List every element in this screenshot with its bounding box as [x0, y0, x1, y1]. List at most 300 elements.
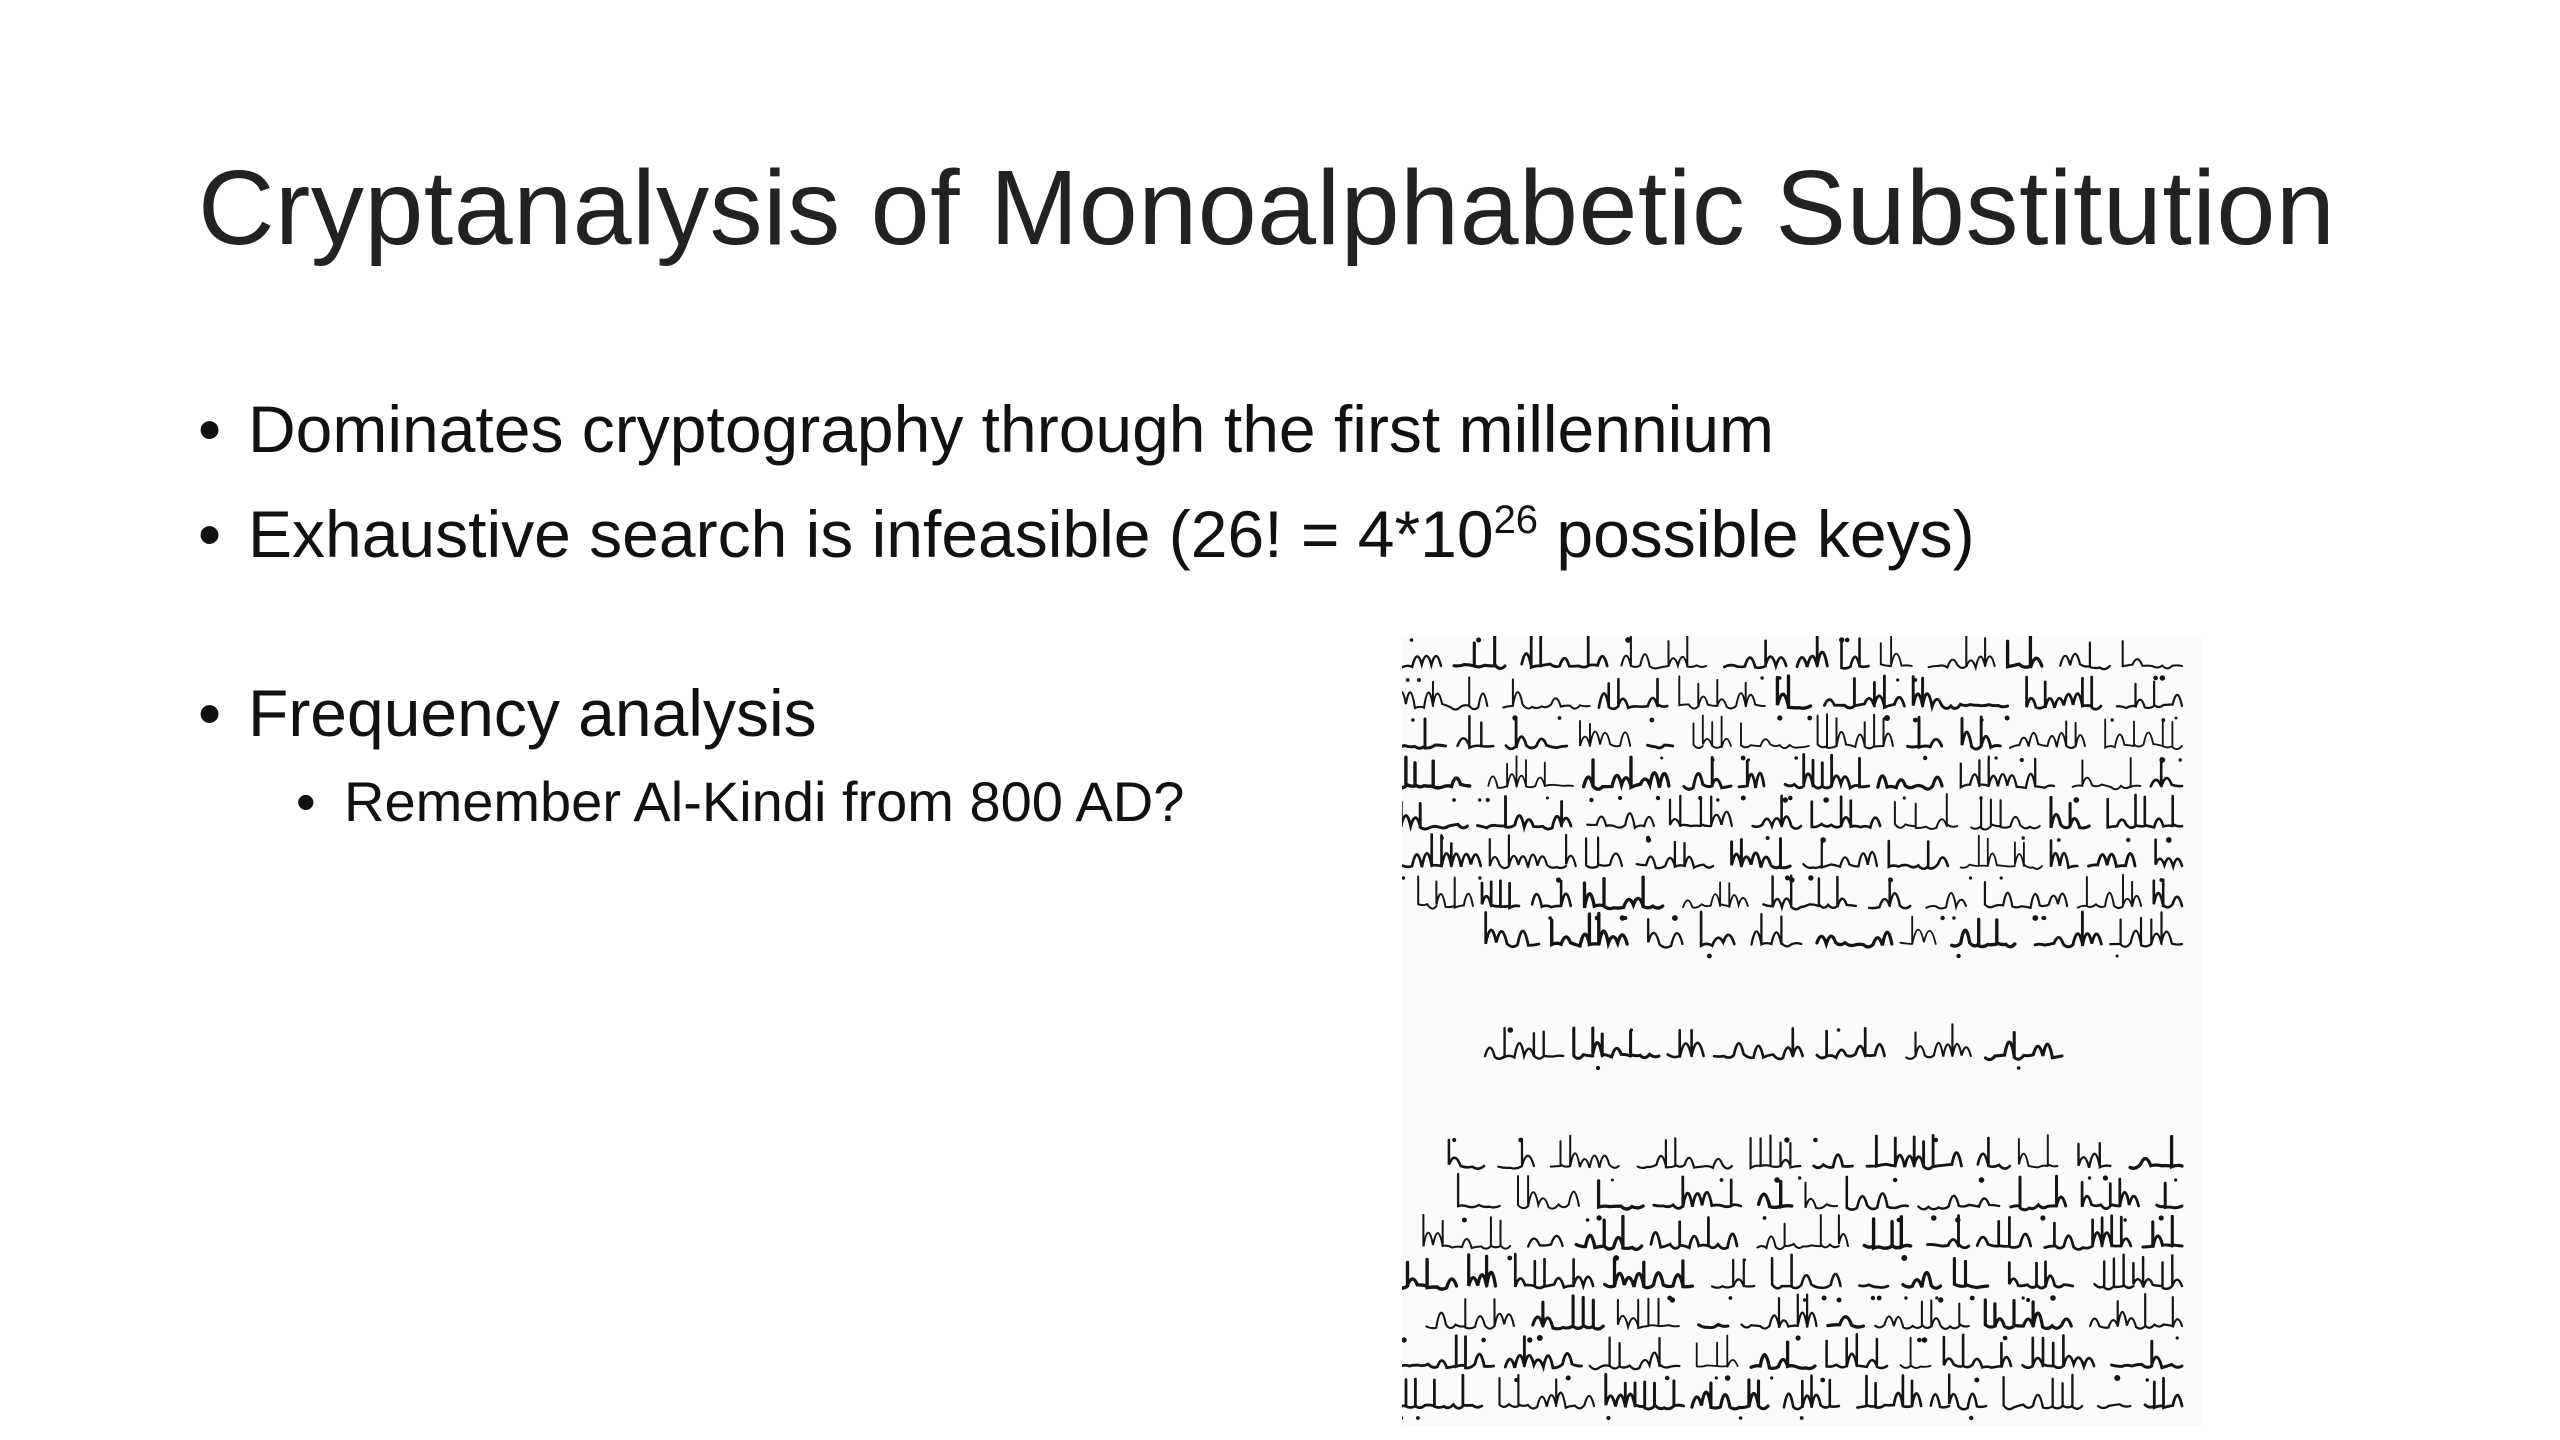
script-dot [1935, 1296, 1938, 1299]
script-dot [1729, 1296, 1733, 1300]
script-stroke [1426, 1299, 1514, 1329]
bullet-dot: • [198, 392, 222, 466]
script-stroke [1638, 1138, 1732, 1168]
script-dot [1595, 916, 1600, 921]
script-dot [1813, 1138, 1818, 1143]
script-dot [2114, 1375, 2120, 1381]
script-stroke [1785, 755, 1869, 789]
script-dot [2042, 916, 2046, 920]
script-dot [1923, 756, 1927, 760]
script-dot [1974, 1378, 1979, 1383]
script-dot [1743, 1258, 1746, 1261]
arabic-manuscript-image [1402, 636, 2202, 1426]
script-stroke [1900, 917, 1935, 945]
script-dot [1808, 875, 1813, 880]
script-stroke [2143, 1216, 2182, 1247]
script-stroke [1552, 914, 1627, 946]
script-stroke [1606, 1374, 1684, 1409]
script-stroke [2151, 759, 2182, 787]
script-dot [1618, 796, 1622, 800]
script-stroke [1812, 797, 1880, 828]
script-stroke [1962, 717, 2000, 749]
sub-bullet-text: Remember Al-Kindi from 800 AD? [344, 769, 1185, 833]
script-dot [2088, 1176, 2091, 1179]
script-dot [2017, 1066, 2021, 1070]
script-dot [1411, 718, 1415, 722]
script-stroke [1699, 1325, 1728, 1328]
script-stroke [1817, 932, 1892, 947]
script-stroke [1763, 876, 1856, 910]
script-dot [1481, 1338, 1486, 1343]
script-dot [1897, 1218, 1901, 1222]
script-stroke [1971, 798, 2039, 829]
script-dot [1995, 756, 1998, 759]
script-stroke [1814, 1155, 1853, 1168]
manuscript-drawing [1402, 636, 2202, 1426]
script-dot [1931, 1215, 1937, 1221]
script-dot [1478, 798, 1481, 801]
script-dot [1558, 716, 1562, 720]
script-dot [1803, 1298, 1806, 1301]
script-stroke [1741, 723, 1809, 748]
script-dot [2175, 717, 2178, 720]
script-stroke [1528, 1236, 1563, 1247]
script-stroke [1985, 882, 2067, 908]
script-dot [1589, 798, 1593, 802]
bullet-text-before: Exhaustive search is infeasible (26! = 4*10 [248, 497, 1494, 572]
script-stroke [1651, 1218, 1737, 1249]
script-stroke [1402, 1336, 1494, 1368]
script-dot [2022, 836, 2025, 839]
script-dot [2116, 955, 2119, 958]
script-stroke [1402, 834, 1481, 867]
script-dot [2005, 716, 2010, 721]
script-stroke [1751, 1136, 1801, 1169]
script-stroke [1867, 1135, 1961, 1168]
script-stroke [1712, 1260, 1754, 1288]
script-stroke [1402, 1375, 1482, 1408]
script-stroke [2082, 1179, 2139, 1209]
script-dot [2111, 718, 2114, 721]
script-stroke [1670, 796, 1732, 826]
script-dot [2146, 1378, 2149, 1381]
script-dot [1417, 678, 1421, 682]
script-stroke [1500, 1375, 1595, 1408]
script-dot [1823, 797, 1829, 803]
script-stroke [1864, 1217, 1910, 1248]
script-dot [1660, 757, 1663, 760]
script-dot [1518, 1138, 1523, 1143]
script-stroke [1522, 636, 1608, 667]
script-dot [1956, 954, 1960, 958]
slide-title: Cryptanalysis of Monoalphabetic Substitution [198, 149, 2336, 267]
script-stroke [1599, 679, 1667, 709]
script-stroke [2078, 875, 2141, 908]
script-dot [1796, 1335, 1801, 1340]
script-stroke [1961, 757, 2054, 788]
script-stroke [1701, 912, 1734, 946]
script-stroke [1977, 1217, 2030, 1247]
script-stroke [1772, 1255, 1840, 1288]
script-dot [2161, 718, 2165, 722]
script-stroke [2108, 795, 2182, 828]
script-dot [1402, 1416, 1403, 1420]
script-dot [1837, 1298, 1842, 1303]
script-stroke [1622, 636, 1707, 668]
script-dot [2040, 1215, 2045, 1220]
script-stroke [1806, 1183, 1838, 1209]
script-stroke [1503, 679, 1589, 708]
script-stroke [1926, 893, 1966, 909]
script-dot [1839, 637, 1844, 642]
script-dot [1649, 718, 1654, 723]
script-stroke [1697, 1336, 1738, 1368]
script-dot [1940, 916, 1944, 920]
script-dot [1837, 1028, 1841, 1032]
script-dot [1904, 1296, 1907, 1299]
script-stroke [1587, 813, 1654, 827]
bullet-dot: • [198, 676, 222, 751]
script-dot [2153, 676, 2158, 681]
script-stroke [1739, 761, 1764, 788]
script-dot [1716, 798, 1719, 801]
script-dot [1656, 796, 1660, 800]
script-stroke [2079, 1143, 2111, 1168]
script-stroke [1803, 842, 1877, 868]
script-stroke [1757, 1215, 1848, 1249]
script-dot [1720, 1178, 1724, 1182]
script-dot [2159, 1215, 2164, 1220]
script-stroke [2112, 1341, 2182, 1368]
script-stroke [1906, 1024, 1971, 1059]
script-stroke [2089, 853, 2136, 866]
script-stroke [1978, 1138, 2010, 1169]
script-stroke [1842, 639, 1869, 669]
script-dot [1777, 715, 1782, 720]
script-stroke [1751, 1342, 1815, 1368]
script-stroke [1648, 919, 1682, 947]
script-dot [1741, 756, 1746, 761]
script-stroke [1683, 882, 1748, 907]
script-stroke [2095, 1255, 2183, 1290]
script-stroke [1586, 838, 1622, 868]
script-stroke [1961, 836, 2042, 869]
script-stroke [1875, 1300, 1969, 1328]
script-stroke [1694, 716, 1731, 749]
script-stroke [1515, 1254, 1593, 1288]
script-dot [1452, 1138, 1456, 1142]
script-stroke [1402, 719, 1446, 750]
script-dot [1798, 1176, 1801, 1179]
script-dot [1893, 1178, 1897, 1182]
script-stroke [1986, 1033, 2063, 1060]
script-dot [1402, 1337, 1407, 1342]
script-dot [1981, 718, 1984, 721]
script-dot [1820, 1378, 1825, 1383]
script-stroke [1714, 1029, 1803, 1059]
script-dot [1922, 1337, 1928, 1343]
script-stroke [1402, 1259, 1457, 1289]
script-stroke [1402, 641, 1441, 667]
script-stroke [1590, 1338, 1680, 1370]
script-stroke [1817, 1028, 1885, 1058]
script-dot [1416, 1416, 1420, 1420]
sub-bullet-dot: • [296, 769, 316, 833]
script-stroke [1944, 1335, 2011, 1368]
script-dot [1820, 837, 1826, 843]
script-dot [1822, 1296, 1827, 1301]
script-stroke [1847, 1177, 1908, 1210]
script-stroke [1585, 877, 1663, 909]
script-stroke [1818, 714, 1893, 748]
script-dot [1770, 1376, 1773, 1379]
script-stroke [1752, 914, 1802, 946]
script-stroke [1418, 877, 1473, 909]
script-dot [1747, 758, 1750, 761]
script-dot [1969, 1416, 1973, 1420]
script-dot [2103, 1175, 2108, 1180]
script-dot [2026, 1298, 2030, 1302]
script-stroke [2145, 1378, 2182, 1407]
bullet-text: Frequency analysis [248, 676, 817, 751]
script-stroke [1488, 756, 1573, 788]
script-dot [1527, 1337, 1532, 1342]
script-stroke [1533, 1296, 1604, 1329]
script-dot [1537, 1335, 1543, 1341]
script-stroke [1482, 881, 1519, 908]
script-stroke [1584, 757, 1669, 789]
bullet-dot: • [198, 497, 222, 572]
script-stroke [2105, 719, 2182, 749]
script-stroke [2110, 912, 2182, 946]
script-stroke [2098, 1404, 2130, 1408]
script-dot [1903, 796, 1906, 799]
script-stroke [1929, 636, 1995, 668]
script-dot [2160, 675, 2165, 680]
script-dot [1760, 676, 1763, 679]
script-dot [1508, 1027, 1514, 1033]
script-dot [1672, 915, 1678, 921]
script-stroke [1518, 1176, 1579, 1209]
script-dot [1665, 1376, 1670, 1381]
script-stroke [2154, 880, 2182, 908]
script-dot [1739, 1416, 1743, 1420]
script-stroke [1881, 637, 1912, 666]
bullet-item-dominates [198, 390, 2398, 469]
script-stroke [1753, 796, 1801, 829]
script-stroke [1913, 677, 2007, 709]
script-stroke [2023, 1336, 2095, 1368]
script-stroke [1869, 879, 1910, 908]
script-dot [1794, 756, 1798, 760]
script-stroke [1532, 881, 1571, 907]
script-stroke [1828, 1317, 1864, 1327]
script-dot [2166, 837, 2172, 843]
script-stroke [1486, 913, 1539, 947]
script-stroke [2117, 682, 2182, 708]
script-dot [1715, 1376, 1718, 1379]
script-stroke [1580, 721, 1630, 746]
script-dot [2003, 1336, 2008, 1341]
script-stroke [1599, 1181, 1644, 1209]
script-dot [1402, 876, 1405, 880]
exponent: 26 [1493, 498, 1539, 543]
script-dot [1406, 678, 1410, 682]
script-stroke [2011, 1176, 2066, 1210]
script-stroke [1618, 1299, 1679, 1328]
script-dot [1763, 1216, 1767, 1220]
script-dot [1452, 798, 1456, 802]
script-stroke [1506, 720, 1567, 748]
script-dot [1955, 1217, 1960, 1222]
script-dot [1845, 638, 1850, 643]
script-stroke [1679, 676, 1764, 708]
script-dot [1807, 716, 1812, 721]
script-stroke [1878, 776, 1942, 789]
script-stroke [1985, 1300, 2071, 1328]
script-dot [1913, 718, 1918, 723]
script-stroke [2045, 1216, 2131, 1250]
script-dot [1462, 1218, 1467, 1223]
script-dot [1546, 797, 1549, 800]
script-stroke [2130, 1137, 2182, 1169]
script-dot [1596, 1066, 1600, 1070]
script-stroke [1402, 800, 1467, 829]
script-dot [1888, 878, 1893, 883]
script-dot [1476, 638, 1481, 643]
script-dot [1800, 1416, 1804, 1420]
script-stroke [1505, 1337, 1581, 1368]
script-stroke [1918, 1196, 1999, 1210]
script-stroke [1759, 1182, 1792, 1208]
script-dot [1789, 877, 1794, 882]
script-dot [2159, 757, 2165, 763]
script-dot [2073, 797, 2079, 803]
script-stroke [2010, 721, 2085, 748]
script-stroke [1458, 716, 1494, 747]
script-dot [2032, 915, 2038, 921]
script-dot [1784, 1137, 1789, 1142]
script-dot [1913, 678, 1917, 682]
script-stroke [2073, 758, 2141, 789]
script-dot [1952, 916, 1955, 919]
script-stroke [1637, 842, 1713, 868]
script-stroke [2123, 641, 2182, 668]
script-stroke [1859, 1285, 1888, 1288]
script-dot [1711, 758, 1715, 762]
script-stroke [1824, 676, 1904, 708]
script-stroke [1908, 717, 1942, 747]
script-dot [1871, 1296, 1875, 1300]
script-stroke [1605, 1259, 1693, 1288]
script-dot [1507, 1256, 1512, 1261]
script-dot [1896, 678, 1899, 681]
script-dot [1788, 796, 1793, 801]
script-dot [1646, 837, 1651, 842]
script-stroke [2027, 677, 2101, 709]
script-dot [1884, 715, 1890, 721]
script-dot [1566, 1376, 1571, 1381]
script-stroke [1668, 1030, 1704, 1057]
script-dot [1486, 798, 1490, 802]
script-stroke [1827, 1334, 1887, 1368]
script-dot [2020, 758, 2024, 762]
script-stroke [1732, 839, 1791, 868]
script-stroke [2157, 1183, 2182, 1208]
script-dot [2000, 876, 2003, 879]
script-stroke [1477, 797, 1571, 829]
script-dot [1725, 1375, 1731, 1381]
script-stroke [1724, 641, 1786, 668]
script-stroke [1654, 1177, 1741, 1208]
script-dot [1556, 877, 1561, 882]
script-stroke [1449, 1140, 1484, 1169]
script-stroke [1857, 1375, 1921, 1407]
script-dot [1625, 637, 1631, 643]
script-stroke [1551, 1136, 1619, 1168]
script-stroke [2019, 1135, 2057, 1167]
script-dot [1901, 1255, 1907, 1261]
script-dot [1741, 796, 1746, 801]
script-stroke [1648, 745, 1673, 748]
script-stroke [1402, 677, 1487, 709]
script-dot [1970, 1296, 1975, 1301]
script-dot [1410, 638, 1414, 642]
script-dot [1969, 876, 1972, 879]
script-stroke [2009, 1262, 2072, 1288]
script-stroke [1485, 1028, 1563, 1059]
script-stroke [2051, 840, 2077, 867]
script-dot [1934, 1138, 1938, 1142]
script-stroke [2004, 1375, 2083, 1409]
script-stroke [1952, 919, 2015, 946]
script-stroke [1797, 636, 1827, 667]
script-stroke [1777, 676, 1810, 708]
script-stroke [2008, 636, 2042, 668]
script-dot [2126, 838, 2130, 842]
script-stroke [1954, 1258, 1987, 1287]
script-stroke [1574, 1028, 1659, 1058]
script-dot [1606, 1416, 1610, 1420]
script-dot [1917, 1338, 1922, 1343]
script-dot [2176, 1336, 2179, 1339]
script-dot [2123, 1218, 2127, 1222]
script-stroke [1490, 835, 1576, 868]
script-dot [2050, 1295, 2056, 1301]
script-dot [1766, 836, 1770, 840]
script-dot [2057, 838, 2061, 842]
script-stroke [1889, 841, 1948, 869]
script-dot [1478, 876, 1481, 879]
script-stroke [1784, 1376, 1839, 1410]
script-dot [1979, 1177, 1985, 1183]
script-dot [1783, 797, 1788, 802]
script-dot [2179, 758, 2182, 761]
script-dot [1586, 1218, 1590, 1222]
script-stroke [1684, 758, 1731, 790]
script-stroke [2060, 643, 2110, 670]
bullet-item-exhaustive-search [198, 495, 2398, 574]
script-dot [1596, 1215, 1601, 1220]
script-stroke [1402, 757, 1470, 788]
script-stroke [1469, 1255, 1496, 1287]
script-dot [2159, 878, 2163, 882]
script-dot [2174, 1178, 2177, 1181]
script-stroke [2051, 797, 2089, 828]
script-dot [1623, 916, 1627, 920]
script-dot [1707, 954, 1712, 959]
bullet-text: Dominates cryptography through the first millennium [248, 392, 1775, 466]
